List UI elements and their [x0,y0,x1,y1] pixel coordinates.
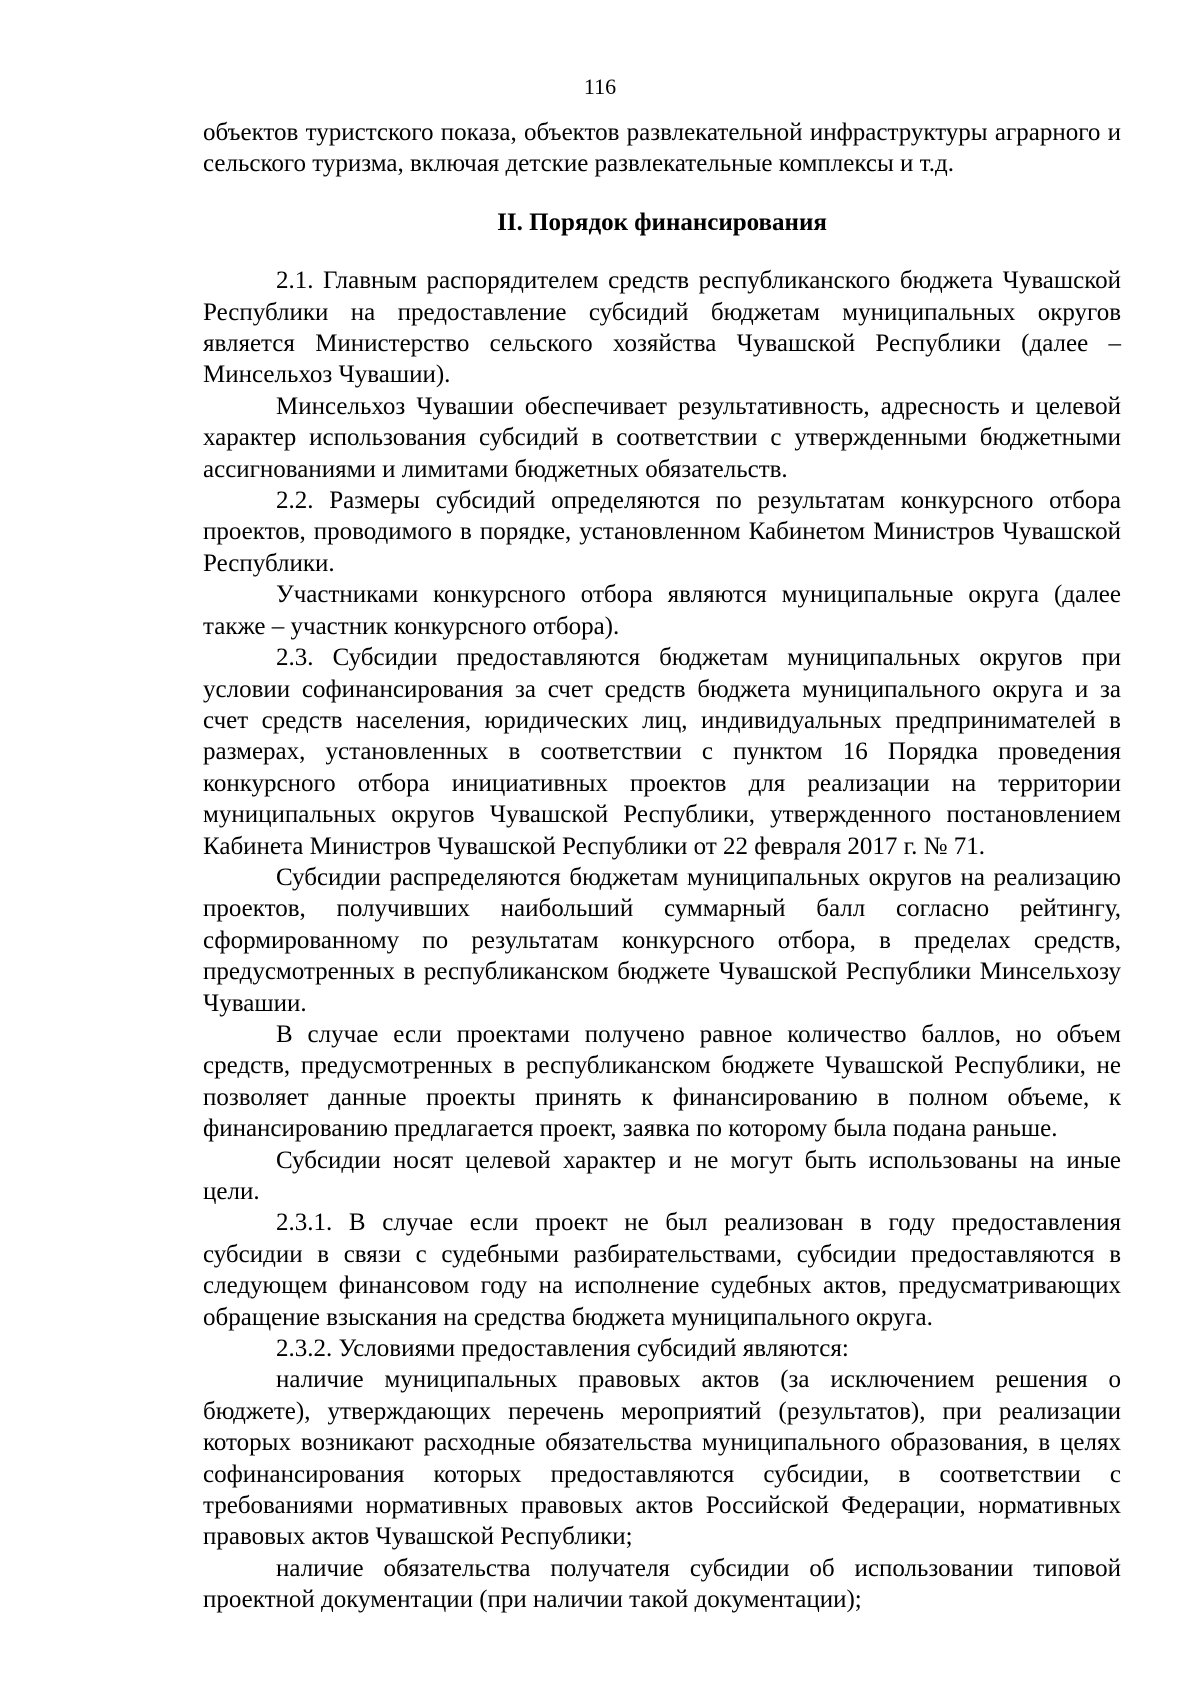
paragraph: Участниками конкурсного отбора являются муниципальные округа (далее также – участник конкурсного отбора). [203,581,1121,640]
paragraph: Субсидии распределяются бюджетам муниципальных округов на реализацию проектов, получивших наибольший суммарный балл согласно рейтингу, сформированному по результатам конкурсного отбора, в пределах средств, предусмотренных в республиканском бюджете Чувашской Республики Минсельхозу Чувашии. [203,863,1121,1017]
paragraph: наличие обязательства получателя субсидии об использовании типовой проектной документации (при наличии такой документации); [203,1554,1121,1614]
paragraph: 2.1. Главным распорядителем средств республиканского бюджета Чувашской Республики на предоставление субсидий бюджетам муниципальных округов является Министерство сельского хозяйства Чувашской Республики (далее – Минсельхоз Чувашии). [203,267,1121,389]
paragraph: Минсельхоз Чувашии обеспечивает результативность, адресность и целевой характер использования субсидий в соответствии с утвержденными бюджетными ассигнованиями и лимитами бюджетных обязательств. [203,392,1121,483]
paragraph: Субсидии носят целевой характер и не могут быть использованы на иные цели. [203,1146,1121,1205]
document-body [203,117,1121,1616]
paragraph: 2.3.1. В случае если проект не был реализован в году предоставления субсидии в связи с судебными разбирательствами, субсидии предоставляются в следующем финансовом году на исполнение судебных актов, предусматривающих обращение взыскания на средства бюджета муниципального округа. [203,1209,1121,1331]
page-number: 116 [583,74,617,99]
paragraph-continuation: объектов туристского показа, объектов развлекательной инфраструктуры аграрного и сельского туризма, включая детские развлекательные комплексы и т.д. [203,119,1121,178]
paragraph: 2.3. Субсидии предоставляются бюджетам муниципальных округов при условии софинансирования за счет средств бюджета муниципального округа и за счет средств населения, юридических лиц, индивидуальных предпринимателей в размерах, установленных в соответствии с пунктом 16 Порядка проведения конкурсного отбора инициативных проектов для реализации на территории муниципальных округов Чувашской Республики, утвержденного постановлением Кабинета Министров Чувашской Республики от 22 февраля 2017 г. № 71. [203,644,1121,860]
paragraph: наличие муниципальных правовых актов (за исключением решения о бюджете), утверждающих перечень мероприятий (результатов), при реализации которых возникают расходные обязательства муниципального образования, в целях софинансирования которых предоставляются субсидии, в соответствии с требованиями нормативных правовых актов Российской Федерации, нормативных правовых актов Чувашской Республики; [203,1366,1121,1551]
section-title: II. Порядок финансирования [497,208,827,236]
paragraph: 2.2. Размеры субсидий определяются по результатам конкурсного отбора проектов, проводимого в порядке, установленном Кабинетом Министров Чувашской Республики. [203,487,1121,577]
paragraph: В случае если проектами получено равное количество баллов, но объем средств, предусмотренных в республиканском бюджете Чувашской Республики, не позволяет данные проекты принять к финансированию в полном объеме, к финансированию предлагается проект, заявка по которому была подана раньше. [203,1020,1121,1143]
paragraph: 2.3.2. Условиями предоставления субсидий являются: [276,1335,849,1363]
